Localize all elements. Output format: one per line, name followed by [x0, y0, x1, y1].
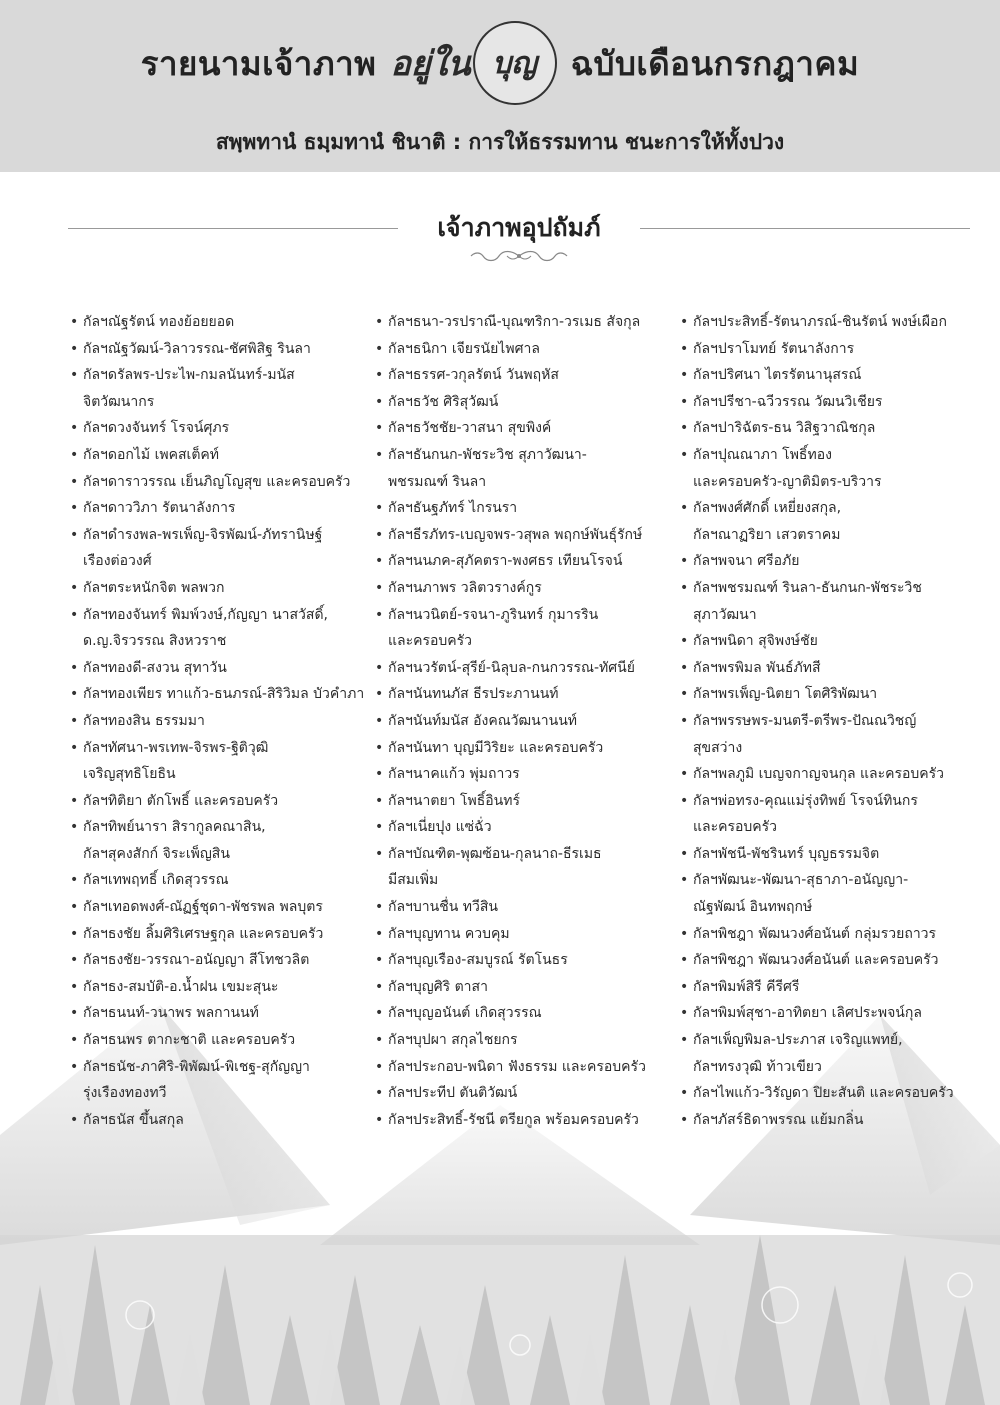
sponsor-name-line: • กัลฯพจนา ศรีอภัย: [693, 553, 800, 570]
sponsor-name-line: • กัลฯบุปผา สกุลไชยกร: [388, 1032, 518, 1049]
sponsor-name-line: จิตวัฒนากร: [83, 393, 155, 410]
sponsor-name-line: • กัลฯประกอบ-พนิดา ฟังธรรม และครอบครัว: [388, 1058, 646, 1075]
sponsor-name-line: • กัลฯธง-สมบัติ-อ.น้ำฝน เขมะสุนะ: [83, 978, 279, 995]
sponsor-list-item: [371, 1000, 676, 1027]
sponsor-name-line: • กัลฯพัฒนะ-พัฒนา-สุธาภา-อนัญญา-: [693, 872, 909, 889]
sponsor-list-item: [371, 1054, 676, 1081]
sponsor-list-item: [66, 867, 371, 894]
sponsor-list-item: [371, 681, 676, 708]
sponsor-name-line: กัลฯณาฏริยา เสวตราคม: [693, 526, 841, 543]
sponsor-list-item: [66, 788, 371, 815]
sponsor-name-line: • กัลฯบุญศิริ ตาสา: [388, 978, 488, 995]
sponsor-name-line: • กัลฯพิมพ์สิรี คีรีศรี: [693, 978, 800, 995]
sponsor-name-line: • กัลฯทองดี-สงวน สุทาวัน: [83, 659, 227, 676]
sponsor-name-line: เรืองต่อวงศ์: [83, 553, 152, 570]
sponsor-name-line: • กัลฯดาววิภา รัตนาลังการ: [83, 500, 236, 517]
logo-text-2: บุญ: [492, 45, 537, 81]
column-1: [66, 309, 371, 1133]
sponsor-name-line: • กัลฯทัศนา-พรเทพ-จิรพร-ฐิติวุฒิ: [83, 739, 269, 756]
sponsor-name-line: • กัลฯนันทา บุญมีวิริยะ และครอบครัว: [388, 739, 604, 756]
sponsor-list-item: [676, 867, 976, 920]
sponsor-list-item: [66, 362, 371, 415]
sponsor-name-line: • กัลฯเพ็ญพิมล-ประภาส เจริญแพทย์,: [693, 1032, 903, 1049]
sponsor-name-line: • กัลฯนันทนภัส ธีรประภานนท์: [388, 686, 559, 703]
sponsor-name-line: • กัลฯปริศนา ไตรรัตนานุสรณ์: [693, 367, 862, 384]
sponsor-name-line: • กัลฯธนิกา เจียรนัยไพศาล: [388, 340, 540, 357]
sponsor-list-item: [371, 814, 676, 841]
sponsor-name-line: • กัลฯพัชนี-พัชรินทร์ บุญธรรมจิต: [693, 845, 880, 862]
sponsor-list-item: [371, 309, 676, 336]
sponsor-name-line: • กัลฯพิมพ์สุชา-อาทิตยา เลิศประพจน์กุล: [693, 1005, 922, 1022]
sponsor-list-item: [66, 947, 371, 974]
flourish-ornament-icon: [469, 248, 569, 264]
sponsor-name-line: • กัลฯธรรศ-วกุลรัตน์ วันพฤหัส: [388, 367, 559, 384]
section-heading: [68, 200, 970, 270]
sponsor-list-item: [371, 947, 676, 974]
sponsor-name-line: • กัลฯภัสร์ธิดาพรรณ แย้มกลิ่น: [693, 1111, 864, 1128]
sponsor-name-line: • กัลฯพงศ์ศักดิ์ เหยี่ยงสกุล,: [693, 500, 842, 517]
sponsor-list-item: [676, 974, 976, 1001]
sponsor-list-item: [371, 1107, 676, 1134]
sponsor-list-item: [676, 655, 976, 682]
sponsor-list-item: [676, 309, 976, 336]
sponsor-name-line: • กัลฯไพแก้ว-วิรัญดา ปิยะสันติ และครอบครัว: [693, 1085, 954, 1102]
sponsor-name-line: • กัลฯปาริฉัตร-ธน วิสิฐวาณิชกุล: [693, 420, 876, 437]
sponsor-name-line: • กัลฯพลภูมิ เบญจกาญจนกุล และครอบครัว: [693, 766, 945, 783]
sponsor-list-item: [66, 655, 371, 682]
sponsor-list-item: [66, 442, 371, 469]
sponsor-name-line: • กัลฯนาตยา โพธิ์อินทร์: [388, 792, 520, 809]
sponsor-name-line: • กัลฯพ่อทรง-คุณแม่รุ่งทิพย์ โรจน์ทินกร: [693, 792, 918, 809]
sponsor-name-line: • กัลฯพชรมณฑ์ รินลา-ธันกนก-พัชระวิช: [693, 579, 922, 596]
sponsor-list-item: [676, 708, 976, 761]
sponsor-list-item: [676, 575, 976, 628]
sponsor-name-line: • กัลฯปราโมทย์ รัตนาลังการ: [693, 340, 855, 357]
title-left: รายนามเจ้าภาพ: [140, 43, 377, 83]
sponsor-name-line: • กัลฯธนพร ตากะชาติ และครอบครัว: [83, 1032, 296, 1049]
sponsor-list-item: [66, 921, 371, 948]
sponsor-list-item: [676, 336, 976, 363]
column-2: [371, 309, 676, 1133]
sponsor-name-line: • กัลฯนาคแก้ว พุ่มถาวร: [388, 766, 520, 783]
column-3: [676, 309, 976, 1133]
sponsor-name-line: • กัลฯทิติยา ตักโพธิ์ และครอบครัว: [83, 792, 279, 809]
sponsor-list-item: [371, 974, 676, 1001]
sponsor-list-item: [371, 761, 676, 788]
sponsor-name-line: รุ่งเรืองทองทวี: [83, 1085, 167, 1102]
sponsor-name-line: • กัลฯบัณฑิต-พุฒซ้อน-กุลนาถ-ธีรเมธ: [388, 845, 602, 862]
sponsor-list-item: [371, 575, 676, 602]
sponsor-list-item: [676, 921, 976, 948]
sponsor-name-line: • กัลฯธนา-วรปราณี-บุณฑริกา-วรเมธ สัจกุล: [388, 314, 641, 330]
sponsor-name-line: • กัลฯทิพย์นารา สิรากูลคณาสิน,: [83, 819, 266, 836]
sponsor-list-item: [371, 1027, 676, 1054]
sponsor-name-line: • กัลฯนวรัตน์-สุรีย์-นิลุบล-กนกวรรณ-ทัศนีย์: [388, 659, 635, 676]
sponsor-list-item: [676, 681, 976, 708]
sponsor-name-line: • กัลฯพนิดา สุจิพงษ์ชัย: [693, 633, 818, 650]
sponsor-list-item: [371, 708, 676, 735]
sponsor-name-line: • กัลฯทองสิน ธรรมมา: [83, 712, 205, 729]
title-right: ฉบับเดือนกรกฎาคม: [570, 43, 860, 83]
sponsor-name-line: • กัลฯประทีป ตันติวัฒน์: [388, 1085, 518, 1102]
sponsor-name-line: • กัลฯธนัส ขึ้นสกุล: [83, 1111, 184, 1128]
sponsor-name-line: • กัลฯดอกไม้ เพคสเต็คท์: [83, 446, 220, 463]
sponsor-list-item: [371, 894, 676, 921]
sponsor-list-item: [676, 1027, 976, 1080]
sponsor-list-item: [371, 735, 676, 762]
sponsor-list-item: [371, 522, 676, 549]
sponsor-list-item: [66, 1054, 371, 1107]
section-title: เจ้าภาพอุปถัมภ์: [437, 213, 601, 242]
sponsor-name-line: • กัลฯดาราวรรณ เย็นภิญโญสุข และครอบครัว: [83, 473, 351, 490]
sponsor-list-item: [66, 336, 371, 363]
sponsor-list-item: [676, 548, 976, 575]
sponsor-name-line: สุภาวัฒนา: [693, 606, 757, 623]
sponsor-list-item: [66, 469, 371, 496]
sponsor-columns: [66, 309, 976, 1133]
sponsor-list-item: [676, 495, 976, 548]
sponsor-list-item: [676, 1080, 976, 1107]
sponsor-name-line: • กัลฯปรีชา-ฉวีวรรณ วัฒนวิเชียร: [693, 393, 883, 410]
sponsor-name-line: • กัลฯพรเพ็ญ-นิตยา โตศิริพัฒนา: [693, 686, 878, 703]
sponsor-list-item: [66, 309, 371, 336]
ayunaiboon-logo: [390, 21, 556, 105]
sponsor-list-item: [66, 894, 371, 921]
sponsor-name-line: • กัลฯดำรงพล-พรเพ็ญ-จิรพัฒน์-ภัทรานิษฐ์: [83, 526, 323, 543]
sponsor-name-line: • กัลฯบานชื่น ทวีสิน: [388, 899, 498, 916]
sponsor-list-item: [371, 788, 676, 815]
sponsor-name-line: • กัลฯธงชัย-วรรณา-อนัญญา สีโทชวลิต: [83, 952, 310, 969]
sponsor-name-line: • กัลฯทองเพียร ทาแก้ว-ธนภรณ์-สิริวิมล บัวคำภา: [83, 686, 365, 703]
sponsor-name-line: • กัลฯนันท์มนัส อังคณวัฒนานนท์: [388, 712, 577, 729]
sponsor-list-item: [66, 522, 371, 575]
sponsor-list-item: [371, 415, 676, 442]
sponsor-name-line: • กัลฯธันกนก-พัชระวิช สุภาวัฒนา-: [388, 446, 587, 463]
sponsor-name-line: • กัลฯประสิทธิ์-รัตนาภรณ์-ชินรัตน์ พงษ์เผือก: [693, 314, 947, 330]
sponsor-name-line: • กัลฯธนัช-ภาศิริ-พิพัฒน์-พิเชฐ-สุกัญญา: [83, 1058, 310, 1075]
sponsor-name-line: กัลฯสุคงสักก์ จิระเพ็ญสิน: [83, 845, 230, 862]
sponsor-name-line: มีสมเพิ่ม: [388, 872, 439, 889]
sponsor-name-line: • กัลฯนนภค-สุภัคตรา-พงศธร เทียนโรจน์: [388, 553, 623, 570]
sponsor-name-line: • กัลฯบุญอนันต์ เกิดสุวรรณ: [388, 1005, 542, 1022]
sponsor-list-item: [371, 495, 676, 522]
sponsor-name-line: • กัลฯณัฐรัตน์ ทองย้อยยอด: [83, 314, 235, 330]
sponsor-list-item: [66, 974, 371, 1001]
sponsor-name-line: • กัลฯบุญเรือง-สมบูรณ์ รัตโนธร: [388, 952, 568, 969]
sponsor-list-item: [66, 1107, 371, 1134]
sponsor-name-line: • กัลฯพิชฎา พัฒนวงศ์อนันต์ และครอบครัว: [693, 952, 939, 969]
sponsor-name-line: • กัลฯธนนท์-วนาพร พลกานนท์: [83, 1005, 259, 1022]
sponsor-list-item: [676, 1107, 976, 1134]
sponsor-list-item: [676, 389, 976, 416]
sponsor-name-line: • กัลฯเนี่ยปุง แซ่ฉั่ว: [388, 819, 492, 836]
sponsor-name-line: • กัลฯพรรษพร-มนตรี-ตรีพร-ปัณณวิชญ์: [693, 712, 917, 729]
subtitle: สพฺพทานํ ธมฺมทานํ ชินาติ : การให้ธรรมทาน ชนะการให้ทั้งปวง: [215, 130, 785, 154]
sponsor-list-item: [66, 708, 371, 735]
sponsor-name-line: • กัลฯธันฐภัทร์ ไกรนรา: [388, 500, 518, 517]
sponsor-name-line: • กัลฯดรัลพร-ประไพ-กมลนันทร์-มนัส: [83, 367, 295, 384]
sponsor-list-item: [66, 814, 371, 867]
sponsor-name-line: • กัลฯประสิทธิ์-รัชนี ตรียกูล พร้อมครอบครัว: [388, 1111, 639, 1128]
sponsor-list-item: [676, 788, 976, 841]
sponsor-list-item: [371, 362, 676, 389]
sponsor-list-item: [371, 442, 676, 495]
sponsor-name-line: เจริญสุทธิโยธิน: [83, 766, 176, 783]
sponsor-name-line: • กัลฯเทอดพงศ์-ณัฏฐ์ชุดา-พัชรพล พลบุตร: [83, 899, 323, 916]
sponsor-list-item: [66, 495, 371, 522]
sponsor-name-line: • กัลฯดวงจันทร์ โรจน์ศุภร: [83, 420, 230, 437]
sponsor-list-item: [371, 336, 676, 363]
sponsor-list-item: [371, 1080, 676, 1107]
logo-text-1: อยู่ใน: [390, 44, 471, 84]
sponsor-name-line: และครอบครัว-ญาติมิตร-บริวาร: [693, 473, 882, 490]
sponsor-name-line: และครอบครัว: [693, 819, 778, 836]
sponsor-list-item: [676, 362, 976, 389]
sponsor-list-item: [66, 575, 371, 602]
sponsor-name-line: • กัลฯตระหนักจิต พลพวก: [83, 579, 225, 596]
sponsor-list-item: [66, 735, 371, 788]
logo-circle: [473, 21, 557, 105]
sponsor-name-line: พชรมณฑ์ รินลา: [388, 473, 487, 490]
sponsor-list-item: [66, 1000, 371, 1027]
sponsor-list-item: [371, 548, 676, 575]
sponsor-name-line: สุขสว่าง: [693, 739, 743, 756]
sponsor-list-item: [66, 602, 371, 655]
sponsor-name-line: • กัลฯพิชฎา พัฒนวงศ์อนันต์ กลุ่มรวยถาวร: [693, 925, 937, 942]
sponsor-name-line: • กัลฯธงชัย ลิ้มศิริเศรษฐกุล และครอบครัว: [83, 925, 324, 942]
sponsor-list-item: [371, 389, 676, 416]
sponsor-name-line: • กัลฯเทพฤทธิ์ เกิดสุวรรณ: [83, 872, 229, 889]
sponsor-name-line: • กัลฯทองจันทร์ พิมพ์วงษ์,กัญญา นาสวัสดิ์,: [83, 606, 328, 623]
sponsor-name-line: • กัลฯปุณณาภา โพธิ์ทอง: [693, 446, 832, 463]
sponsor-name-line: ด.ญ.จิรวรรณ สิงหวราช: [83, 633, 227, 650]
sponsor-list-item: [676, 415, 976, 442]
sponsor-name-line: • กัลฯนภาพร วลิตวรางค์กูร: [388, 579, 542, 596]
title-row: [0, 18, 1000, 108]
sponsor-name-line: • กัลฯธวัชชัย-วาสนา สุขพิงค์: [388, 420, 552, 437]
sponsor-list-item: [66, 681, 371, 708]
sponsor-list-item: [676, 628, 976, 655]
sponsor-list-item: [371, 602, 676, 655]
sponsor-name-line: • กัลฯพรพิมล พันธ์ภัทสี: [693, 659, 821, 676]
sponsor-list-item: [66, 1027, 371, 1054]
sponsor-list-item: [676, 1000, 976, 1027]
sponsor-name-line: • กัลฯณัฐวัฒน์-วิลาวรรณ-ชัศพิสิฐ รินลา: [83, 340, 311, 357]
sponsor-name-line: • กัลฯธีรภัทร-เบญจพร-วสุพล พฤกษ์พันธุ์รักษ์: [388, 526, 643, 543]
sponsor-list-item: [371, 655, 676, 682]
sponsor-list-item: [676, 761, 976, 788]
sponsor-name-line: และครอบครัว: [388, 633, 473, 650]
sponsor-name-line: ณัฐพัฒน์ อินทพฤกษ์: [693, 899, 813, 916]
sponsor-list-item: [371, 921, 676, 948]
sponsor-list-item: [676, 841, 976, 868]
sponsor-name-line: • กัลฯบุญทาน ควบคุม: [388, 925, 510, 942]
sponsor-list-item: [371, 841, 676, 894]
sponsor-name-line: กัลฯทรงวุฒิ ท้าวเขียว: [693, 1058, 822, 1075]
sponsor-list-item: [676, 947, 976, 974]
sponsor-name-line: • กัลฯนวนิตย์-รจนา-ภูรินทร์ กุมารริน: [388, 606, 599, 623]
sponsor-list-item: [66, 415, 371, 442]
sponsor-name-line: • กัลฯธวัช ศิริสุวัฒน์: [388, 393, 499, 410]
sponsor-list-item: [676, 442, 976, 495]
